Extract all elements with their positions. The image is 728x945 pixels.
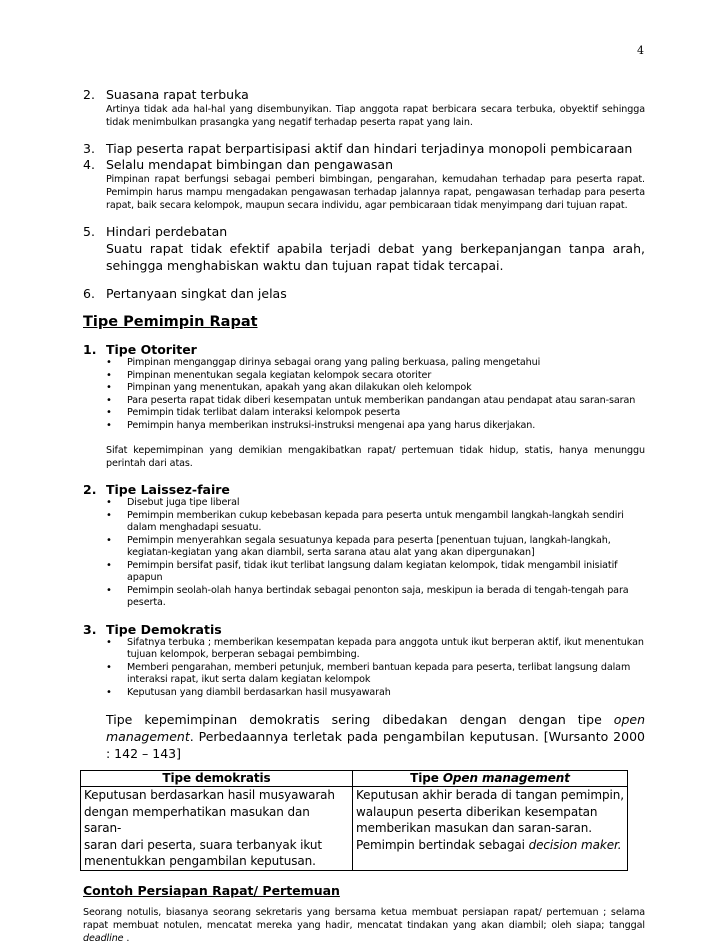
- subsection-number: 3.: [83, 621, 97, 637]
- otoriter-note: Sifat kepemimpinan yang demikian mengakibatkan rapat/ pertemuan tidak hidup, statis, hanya menunggu perintah dari atas.: [106, 445, 645, 469]
- bullet-icon: •: [106, 534, 112, 546]
- subsection-title-otoriter: [83, 342, 645, 357]
- list-item: • Para peserta rapat tidak diberi kesempatan untuk memberikan pandangan atau pendapat atau saran-saran: [106, 394, 636, 406]
- list-item: • Disebut juga tipe liberal: [106, 497, 240, 508]
- table-cell: Keputusan berdasarkan hasil musyawarah dengan memperhatikan masukan dan saran- saran dari peserta, suara terbanyak ikut menentukkan pengambilan keputusan.: [81, 787, 353, 871]
- column-header-open-management: Tipe Open management: [353, 771, 628, 787]
- emphasis-text: deadline: [83, 932, 124, 944]
- list-item: • Sifatnya terbuka ; memberikan kesempatan kepada para anggota untuk ikut berperan aktif, ikut menentukan tujuan kelompok, berperan sebagai pembimbing.: [106, 636, 644, 660]
- bullet-icon: •: [106, 369, 112, 381]
- emphasis-text: open management: [106, 712, 645, 744]
- subsection-number: 2.: [83, 482, 97, 497]
- list-item-4: [83, 157, 645, 173]
- bullet-icon: •: [106, 419, 112, 431]
- list-item: • Pemimpin menyerahkan segala sesuatunya kepada para peserta [penentuan tujuan, langkah-langkah, kegiatan-kegiatan yang akan diambil, serta sarana atau alat yang akan dipergunakan]: [106, 534, 611, 558]
- table-header-row: [81, 771, 628, 787]
- subsection-label: Tipe Laissez-faire: [106, 482, 230, 497]
- item-title: Hindari perdebatan: [106, 224, 228, 239]
- contoh-body: Seorang notulis, biasanya seorang sekretaris yang bersama ketua membuat persiapan rapat/ pertemuan ; selama rapat membuat notulen, mencatat mereka yang hadir, mencatat tindakan yang akan diambil; oleh siapa; tanggal deadline .: [83, 906, 645, 944]
- subsection-number: 1.: [83, 342, 97, 357]
- list-item: • Pimpinan menganggap dirinya sebagai orang yang paling berkuasa, paling mengetahui: [106, 357, 541, 368]
- page-content: [83, 87, 645, 945]
- item-body: Suatu rapat tidak efektif apabila terjadi debat yang berkepanjangan tanpa arah, sehingga menghabiskan waktu dan tujuan rapat tidak tercapai.: [106, 241, 645, 273]
- list-item: • Pimpinan yang menentukan, apakah yang akan dilakukan oleh kelompok: [106, 382, 472, 393]
- subsection-label: Tipe Demokratis: [106, 621, 222, 637]
- bullet-icon: •: [106, 497, 112, 508]
- list-item: • Pemimpin tidak terlibat dalam interaksi kelompok peserta: [106, 407, 401, 418]
- bullet-icon: •: [106, 661, 112, 673]
- bullet-icon: •: [106, 382, 112, 393]
- item-number: 5.: [83, 224, 95, 239]
- list-item-6: [83, 286, 645, 302]
- list-item-5: [83, 224, 645, 240]
- laissez-faire-bullet-list: [83, 497, 645, 610]
- bullet-icon: •: [106, 407, 112, 418]
- item-title: Suasana rapat terbuka: [106, 87, 249, 102]
- table-row: [81, 787, 628, 871]
- list-item-3: [83, 141, 645, 157]
- bullet-icon: •: [106, 686, 112, 698]
- bullet-icon: •: [106, 394, 112, 406]
- demokratis-bullet-list: [83, 637, 645, 700]
- item-title: Tiap peserta rapat berpartisipasi aktif dan hindari terjadinya monopoli pembicaraan: [106, 141, 633, 156]
- item-number: 4.: [83, 157, 95, 172]
- comparison-table: [80, 770, 628, 871]
- list-item: • Keputusan yang diambil berdasarkan hasil musyawarah: [106, 686, 391, 698]
- item-title: Pertanyaan singkat dan jelas: [106, 286, 287, 301]
- bullet-icon: •: [106, 584, 112, 596]
- item-body: Pimpinan rapat berfungsi sebagai pemberi bimbingan, pengarahan, kemudahan terhadap para peserta rapat. Pemimpin harus mampu mengadakan pengawasan terhadap jalannya rapat, pengawasan terhadap para peserta rapat, baik secara kelompok, maupun secara individu, agar pembicaraan tidak menyimpang dari tujuan rapat.: [106, 174, 645, 211]
- subsection-title-demokratis: [83, 622, 645, 637]
- list-item: • Pemimpin bersifat pasif, tidak ikut terlibat langsung dalam kegiatan kelompok, tidak mengambil inisiatif apapun: [106, 559, 618, 583]
- list-item: • Pemimpin memberikan cukup kebebasan kepada para peserta untuk mengambil langkah-langkah sendiri dalam menghadapi sesuatu.: [106, 509, 624, 533]
- list-item: • Pemimpin seolah-olah hanya bertindak sebagai penonton saja, meskipun ia berada di tengah-tengah para peserta.: [106, 584, 629, 608]
- subsection-title-laissez-faire: [83, 482, 645, 497]
- table-cell: Keputusan akhir berada di tangan pemimpin, walaupun peserta diberikan kesempatan memberikan masukan dan saran-saran. Pemimpin bertindak sebagai decision maker.: [353, 787, 628, 871]
- list-item: • Pemimpin hanya memberikan instruksi-instruksi mengenai apa yang harus dikerjakan.: [106, 419, 536, 431]
- item-number: 6.: [83, 286, 95, 301]
- list-item: • Memberi pengarahan, memberi petunjuk, memberi bantuan kepada para peserta, terlibat langsung dalam interaksi rapat, ikut serta dalam kegiatan kelompok: [106, 661, 631, 685]
- bullet-icon: •: [106, 509, 112, 521]
- column-header-demokratis: Tipe demokratis: [81, 771, 353, 787]
- section-title: Tipe Pemimpin Rapat: [83, 314, 258, 330]
- list-item: • Pimpinan menentukan segala kegiatan kelompok secara otoriter: [106, 369, 432, 381]
- otoriter-bullet-list: [83, 357, 645, 432]
- item-body: Artinya tidak ada hal-hal yang disembunyikan. Tiap anggota rapat berbicara secara terbuka, obyektif sehingga tidak menimbulkan prasangka yang negatif terhadap peserta rapat yang lain.: [106, 104, 645, 128]
- demokratis-paragraph: Tipe kepemimpinan demokratis sering dibedakan dengan dengan tipe open management. Perbedaannya terletak pada pengambilan keputusan. [Wursanto 2000 : 142 – 143]: [106, 712, 645, 761]
- bullet-icon: •: [106, 636, 112, 648]
- contoh-heading: Contoh Persiapan Rapat/ Pertemuan: [83, 882, 340, 898]
- emphasis-text: decision maker.: [528, 837, 622, 852]
- bullet-icon: •: [106, 559, 112, 571]
- list-item-2: [83, 87, 645, 103]
- item-title: Selalu mendapat bimbingan dan pengawasan: [106, 157, 393, 172]
- page-number: 4: [637, 44, 644, 57]
- bullet-icon: •: [106, 357, 112, 368]
- item-number: 2.: [83, 87, 95, 102]
- subsection-label: Tipe Otoriter: [106, 342, 197, 357]
- item-number: 3.: [83, 141, 95, 156]
